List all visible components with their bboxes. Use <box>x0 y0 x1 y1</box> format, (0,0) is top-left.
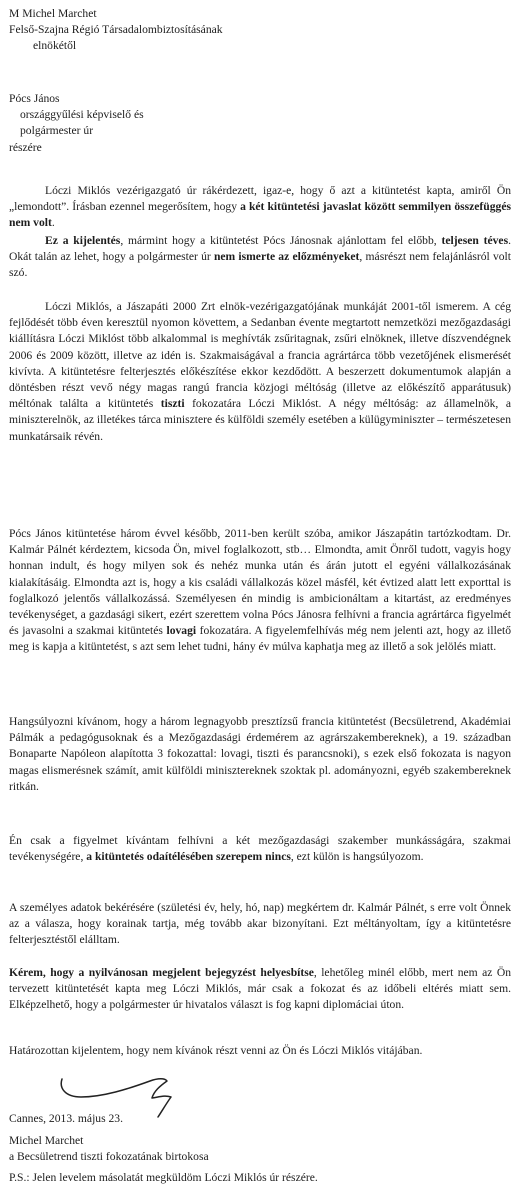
p4-text: Pócs János kitüntetése három évvel később, 2011-ben került szóba, amikor Jászapátin tartózkodtam. Dr. Kalmár Pálnét kérdeztem, kicsoda Ön, mivel foglalkozott, stb… Elmondta, amit Önről tudott, vagyis hogy honnan indult, és hogy milyen sok és nehéz munka után és árán jutott el egyéni vállalkozásának kialakításáig. Elmondta azt is, hogy a kis családi vállalkozás közel másfél, két évtized alatt lett exporttal is foglalkozó jelentős vállalkozássá. Személyesen én mindig is ambicionáltam a kitartást, az eredményes tevékenységet, a gazdasági sikert, ezért szerettem volna Pócs Jánosra felhívni a francia agrártárca figyelmét és javasolni a szakmai kitüntetés <box>9 527 511 638</box>
p4-bold: lovagi <box>166 624 197 638</box>
paragraph-8 <box>9 965 511 1014</box>
p4-text-end: fokozatára. A figyelemfelhívás még nem jelenti azt, hogy az illető meg is kapja a kitüntetést, s azt sem lehet tudni, hány év múlva kaphatja meg az illető a sok jelölés miatt. <box>9 624 511 654</box>
paragraph-9: Határozottan kijelentem, hogy nem kívánok részt venni az Ön és Lóczi Miklós vitájában. <box>9 1044 423 1057</box>
paragraph-1 <box>9 183 511 232</box>
sender-role: elnökétől <box>33 39 77 53</box>
p8-text: , lehetőleg minél előbb, mert nem az Ön tervezett kitüntetését kapta meg Lóczi Miklós, már csak a fokozat és az időbeli eltérés miatt sem. Elképzelhető, hogy a polgármester úr hivatalos választ is fog kapni diplomáciai úton. <box>9 966 511 1012</box>
p2-text-3: , másrészt nem felajánlásról volt szó. <box>9 250 511 280</box>
postscript-text: P.S.: Jelen levelem másolatát megküldöm Lóczi Miklós úr részére. <box>9 1171 318 1184</box>
recipient-name: Pócs János <box>9 92 60 105</box>
paragraph-5: Hangsúlyozni kívánom, hogy a három legnagyobb presztízsű francia kitüntetést (Becsületrend, Akadémiai Pálmák a pedagógusoknak és a Mezőgazdasági érdemérem az agrárszakembereknek), a 19. században Bonaparte Napóleon alapította 3 fokozattal: lovagi, tiszti és parancsnoki), s ezek első fokozata is nagyon magas elismerésnek számít, amit külföldi minisztereknek szoktak pl. adományozni, egyéb szakembereknek ritkán. <box>9 715 511 793</box>
p3-bold: tiszti <box>160 397 185 411</box>
p3-text: Lóczi Miklós, a Jászapáti 2000 Zrt elnök-vezérigazgatójának munkáját 2001-től ismerem. A cég fejlődését több éven keresztül nyomon követtem, a Sedanban évente megtartott nemzetközi mezőgazdasági kiállításra Lóczi Miklóst több alkalommal is meghívták zsűritagnak, zsűri elnöknek, illetve díszvendégnek 2006 és 2009 között, illetve az idén is. Szakmaiságával a francia agrártárca több vezetőjének elismerését kivívta. A kitüntetésre felterjesztés előkészítése ekkor kezdődött. A beszerzett dokumentumok alapján a döntésben részt vevő négy magas rangú francia közjogi méltóság (illetve az előkészítő apparátusuk) méltónak találta a kitüntetés <box>9 300 511 411</box>
sender-name: M Michel Marchet <box>9 7 97 20</box>
p2-text-2: . Okát talán az lehet, hogy a polgármester úr <box>9 234 511 264</box>
p8-bold: Kérem, hogy a nyilvánosan megjelent bejegyzést helyesbítse <box>9 966 314 979</box>
p2-bold-3: nem ismerte az előzményeket <box>213 250 360 264</box>
p1-text: Lóczi Miklós vezérigazgató úr rákérdezett, igaz-e, hogy ő azt a kitüntetést kapta, amiről Ön „lemondott”. Írásban ezennel megerősítem, hogy <box>9 184 511 214</box>
paragraph-6 <box>9 833 511 865</box>
p2-bold-1: Ez a kijelentés <box>45 234 121 247</box>
recipient-addressing: részére <box>9 140 42 154</box>
closing-name: Michel Marchet <box>9 1134 84 1147</box>
p6-bold: a kitüntetés odaítélésében szerepem nincs <box>86 850 291 864</box>
p3-text-end: fokozatára Lóczi Miklóst. A négy méltóság: az államelnök, a miniszterelnök, az illetékes tárca minisztere és külföldi személy esetében a külügyminiszter – természetesen munkatársaik révén. <box>9 397 511 443</box>
p1-text-end: . <box>51 216 55 230</box>
paragraph-4 <box>9 526 511 656</box>
sender-organization: Felső-Szajna Régió Társadalombiztosításának <box>9 23 223 37</box>
recipient-title: országgyűlési képviselő és <box>20 108 144 122</box>
closing-title: a Becsületrend tiszti fokozatának birtokosa <box>9 1150 209 1164</box>
p6-text: Én csak a figyelmet kívántam felhívni a két mezőgazdasági szakember munkásságára, szakmai tevékenységére, <box>9 834 511 864</box>
paragraph-2 <box>9 233 511 282</box>
p1-bold: a két kitüntetési javaslat között semmilyen összefüggés nem volt <box>9 200 511 230</box>
sender-block <box>9 6 511 55</box>
handwritten-signature <box>48 1062 198 1122</box>
recipient-role: polgármester úr <box>20 124 94 138</box>
p2-text-1: , mármint hogy a kitüntetést Pócs Jánosnak ajánlottam fel előbb, <box>120 234 442 247</box>
closing-block <box>9 1133 511 1165</box>
postscript <box>9 1170 511 1186</box>
paragraph-7: A személyes adatok bekérésére (születési év, hely, hó, nap) megkértem dr. Kalmár Pálnét, s erre volt Önnek az a válasza, hogy korainak tartja, még tovább akar bizonyítani. Ezt méltányoltam, így a kitüntetésre felterjesztéstől elálltam. <box>9 901 511 947</box>
paragraph-3 <box>9 299 511 445</box>
p2-bold-2: teljesen téves <box>441 234 509 247</box>
p6-text-end: , ezt külön is hangsúlyozom. <box>290 850 424 864</box>
recipient-block <box>9 91 511 156</box>
date-text: Cannes, 2013. május 23. <box>9 1112 123 1125</box>
